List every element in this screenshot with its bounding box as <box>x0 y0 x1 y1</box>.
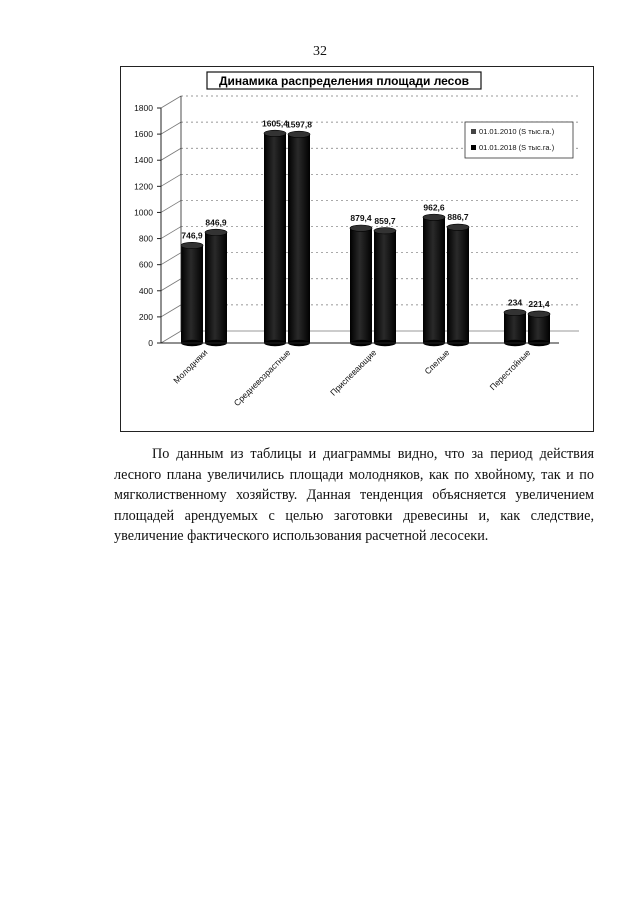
y-tick-label: 200 <box>138 311 153 322</box>
bar-2010 <box>350 228 372 343</box>
bar-top <box>374 228 396 234</box>
x-tick-label: Приспевающие <box>328 347 379 398</box>
y-tick-label: 1000 <box>134 207 153 218</box>
gridline-diagonal <box>161 305 181 317</box>
y-tick-label: 0 <box>148 338 153 348</box>
data-label: 746,9 <box>181 230 203 241</box>
bar-top <box>264 130 286 136</box>
bar-top <box>181 242 203 248</box>
gridline-diagonal <box>161 174 181 186</box>
data-label: 234 <box>507 297 523 308</box>
bar-2010 <box>504 312 526 343</box>
bar-2010 <box>423 217 445 343</box>
y-tick-label: 1200 <box>134 181 153 192</box>
gridline-diagonal <box>161 148 181 160</box>
gridline-diagonal <box>161 96 181 108</box>
bar-2018 <box>374 231 396 343</box>
paragraph: По данным из таблицы и диаграммы видно, что за период действия лесного плана увеличились площади молодняков, как по хвойному, так и по мягколиственному хозяйству. Данная тенденция объясняется увеличением площадей арендуемых с целью заготовки древесины и, как следствие, увеличение фактического использования расчетной лесосеки. <box>114 446 594 544</box>
y-tick-label: 1800 <box>134 103 153 113</box>
x-tick-label: Молодняки <box>171 347 210 386</box>
bar-top <box>350 225 372 231</box>
data-label: 221,4 <box>528 299 550 310</box>
data-label: 886,7 <box>447 212 469 223</box>
bar-chart <box>121 67 593 431</box>
gridline-diagonal <box>161 279 181 291</box>
y-tick-label: 600 <box>138 259 153 270</box>
y-tick-label: 1400 <box>134 155 153 166</box>
chart-container <box>120 66 594 432</box>
bar-top <box>447 224 469 230</box>
legend-swatch <box>471 145 476 150</box>
legend-label: 01.01.2010 (S тыс.га.) <box>479 127 555 136</box>
gridline-diagonal <box>161 253 181 265</box>
bar-top <box>423 214 445 220</box>
gridline-diagonal <box>161 331 181 343</box>
data-label: 1605,4 <box>262 118 288 129</box>
y-tick-label: 400 <box>138 285 153 296</box>
bar-2010 <box>181 245 203 343</box>
bar-top <box>504 309 526 315</box>
x-tick-label: Перестойные <box>487 347 533 393</box>
bar-top <box>528 311 550 317</box>
bar-top <box>205 229 227 235</box>
chart-title: Динамика распределения площади лесов <box>218 74 470 88</box>
legend-swatch <box>471 129 476 134</box>
bar-2018 <box>447 227 469 343</box>
body-text <box>114 444 594 547</box>
bar-2018 <box>288 134 310 343</box>
x-tick-label: Средневозрастные <box>231 347 293 409</box>
bar-2018 <box>528 314 550 343</box>
data-label: 962,6 <box>423 202 445 213</box>
gridline-diagonal <box>161 200 181 212</box>
gridline-diagonal <box>161 122 181 134</box>
y-tick-label: 1600 <box>134 129 153 140</box>
x-tick-label: Спелые <box>422 347 452 377</box>
bar-top <box>288 131 310 137</box>
bar-2010 <box>264 133 286 343</box>
data-label: 846,9 <box>205 217 227 228</box>
y-tick-label: 800 <box>138 233 153 244</box>
data-label: 1597,8 <box>286 119 312 130</box>
data-label: 859,7 <box>374 215 396 226</box>
legend-label: 01.01.2018 (S тыс.га.) <box>479 143 555 152</box>
gridline-diagonal <box>161 227 181 239</box>
data-label: 879,4 <box>350 213 372 224</box>
page-number: 32 <box>313 44 327 59</box>
bar-2018 <box>205 232 227 343</box>
